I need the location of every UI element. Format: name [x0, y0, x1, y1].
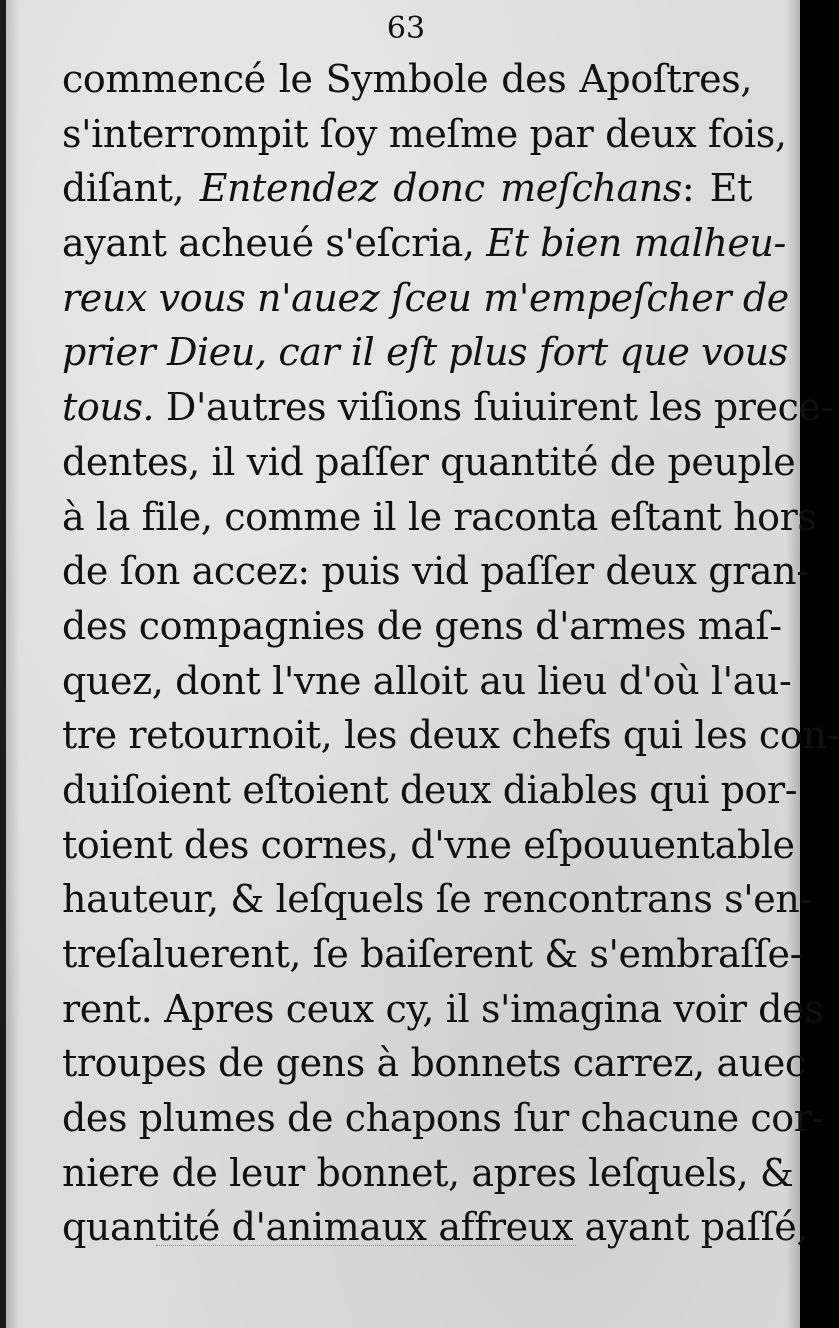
roman-text: D'autres viſions ſuiuirent les prece- — [154, 385, 834, 430]
text-line — [62, 490, 817, 545]
roman-text: hauteur, & leſquels ſe rencontrans s'en- — [62, 877, 812, 922]
text-line — [62, 1146, 794, 1201]
roman-text: quantité d'animaux affreux ayant paſſé, — [62, 1205, 809, 1250]
roman-text: à la file, comme il le raconta eſtant hors — [62, 494, 817, 539]
roman-text: de ſon accez: puis vid paſſer deux gran- — [62, 549, 809, 594]
text-line — [62, 1200, 809, 1255]
italic-text: Et bien malheu- — [486, 221, 786, 266]
text-line — [62, 708, 839, 763]
roman-text: quez, dont l'vne alloit au lieu d'où l'au- — [62, 658, 792, 703]
roman-text: toient des cornes, d'vne eſpouuentable — [62, 822, 795, 867]
text-line — [62, 544, 809, 599]
roman-text: : Et — [681, 166, 753, 211]
text-line — [62, 161, 752, 216]
text-line — [62, 599, 782, 654]
text-line — [62, 216, 786, 271]
roman-text: ayant acheué s'eſcria, — [62, 221, 487, 266]
text-line — [62, 872, 812, 927]
text-line — [62, 271, 789, 326]
roman-text: treſaluerent, ſe baiſerent & s'embraſſe- — [62, 932, 803, 976]
roman-text: des plumes de chapons ſur chacune cor- — [62, 1096, 824, 1141]
roman-text: des compagnies de gens d'armes maſ- — [62, 603, 782, 648]
text-line — [62, 435, 796, 490]
roman-text: niere de leur bonnet, apres leſquels, & — [62, 1150, 794, 1195]
roman-text: duiſoient eſtoient deux diables qui por- — [62, 767, 798, 812]
page-number: 63 — [386, 11, 426, 46]
text-line — [62, 325, 788, 380]
text-line — [62, 107, 787, 162]
text-line — [62, 818, 795, 873]
roman-text: rent. Apres ceux cy, il s'imagina voir des — [62, 986, 824, 1031]
text-line — [62, 52, 752, 107]
roman-text: commencé le Symbole des Apoſtres, — [62, 57, 752, 101]
roman-text: s'interrompit ſoy meſme par deux fois, — [62, 111, 787, 156]
text-line — [62, 654, 792, 709]
body-text — [62, 52, 839, 1255]
roman-text: diſant, — [62, 166, 200, 211]
text-line — [62, 763, 798, 818]
roman-text: troupes de gens à bonnets carrez, auec — [62, 1041, 806, 1086]
italic-text: prier Dieu, car il eſt plus fort que vous — [62, 330, 788, 375]
italic-text: tous. — [62, 385, 155, 430]
roman-text: dentes, il vid paſſer quantité de peuple — [62, 439, 796, 484]
text-line — [62, 380, 834, 435]
italic-text: Entendez donc meſchans — [199, 166, 682, 211]
text-line — [62, 982, 824, 1037]
text-line — [62, 1036, 806, 1091]
text-line — [62, 927, 803, 982]
italic-text: reux vous n'auez ſceu m'empeſcher de — [62, 275, 789, 320]
roman-text: tre retournoit, les deux chefs qui les con- — [62, 713, 839, 758]
bottom-mark — [156, 1245, 576, 1246]
text-line — [62, 1091, 824, 1146]
